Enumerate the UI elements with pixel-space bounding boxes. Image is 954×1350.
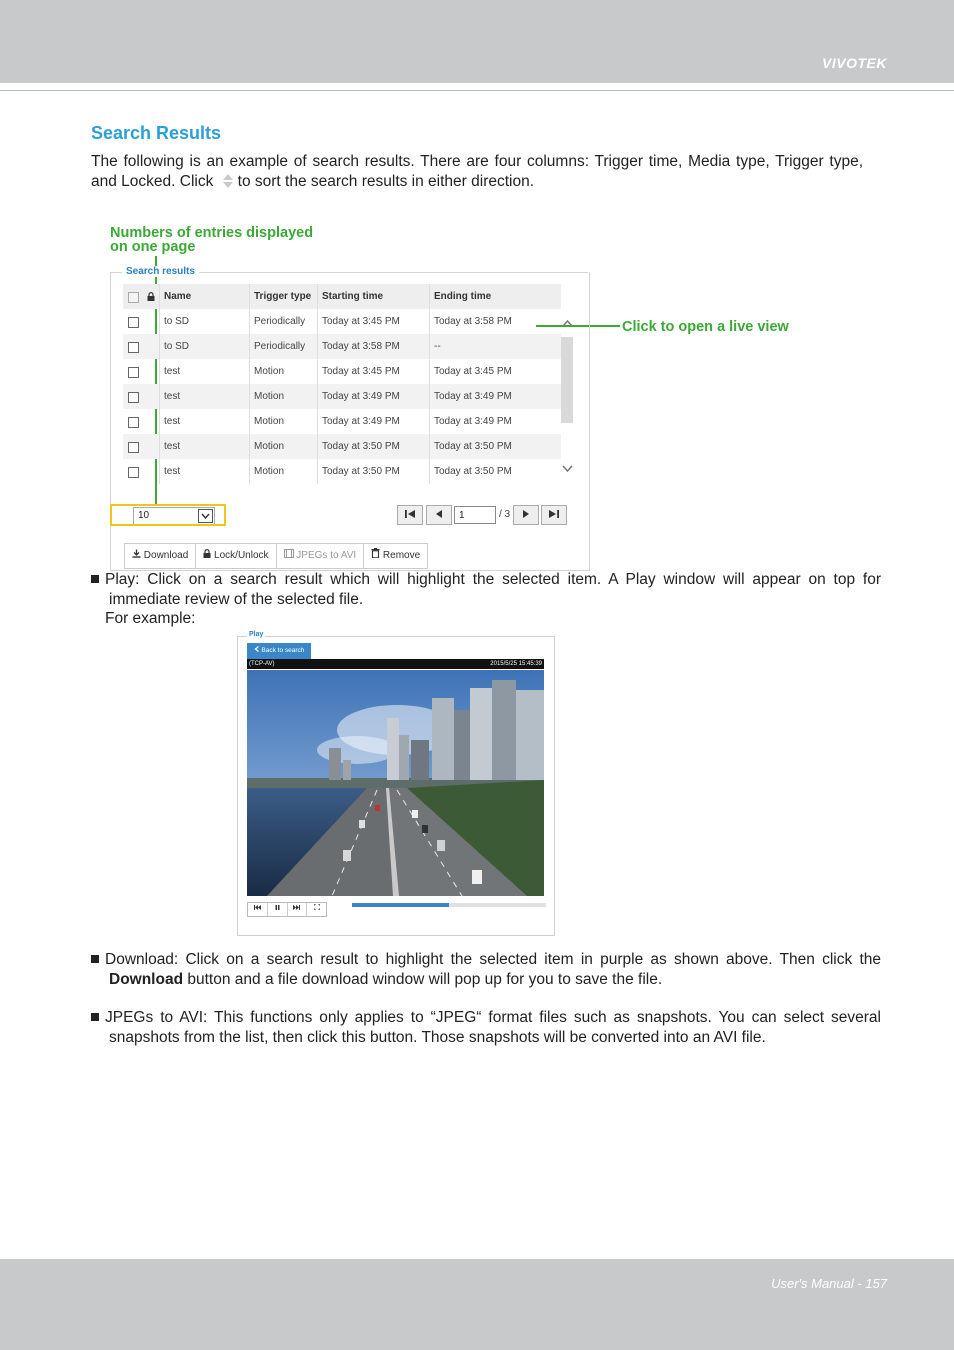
bullet-marker [91, 955, 99, 963]
cell-ending-time: Today at 3:45 PM [434, 366, 512, 377]
chevron-down-icon[interactable] [562, 465, 573, 476]
cell-trigger-type: Motion [254, 391, 285, 402]
col-divider [317, 284, 318, 309]
for-example-label: For example: [105, 610, 196, 627]
col-divider [317, 359, 318, 384]
col-divider [159, 409, 160, 434]
lock-icon[interactable] [147, 292, 155, 301]
video-frame[interactable] [247, 670, 544, 896]
entries-highlight-box [110, 504, 226, 526]
row-checkbox[interactable] [128, 417, 139, 428]
stream-label: (TCP-AV) [249, 661, 275, 667]
col-divider [159, 434, 160, 459]
row-checkbox[interactable] [128, 367, 139, 378]
playback-controls [247, 902, 327, 917]
cell-ending-time: Today at 3:50 PM [434, 466, 512, 477]
cell-starting-time: Today at 3:49 PM [322, 416, 400, 427]
play-window-title: Play [249, 631, 264, 638]
fullscreen-button[interactable] [307, 903, 326, 916]
video-info-bar [247, 659, 544, 669]
back-to-search-label: Back to search [261, 647, 305, 654]
first-page-icon [404, 509, 416, 519]
lock-unlock-label: Lock/Unlock [214, 550, 269, 561]
col-divider [317, 384, 318, 409]
col-divider [159, 384, 160, 409]
col-header-trigger-type[interactable]: Trigger type [254, 291, 312, 302]
table-row[interactable] [123, 434, 561, 459]
table-row[interactable] [123, 334, 561, 359]
row-checkbox[interactable] [128, 467, 139, 478]
cell-starting-time: Today at 3:50 PM [322, 441, 400, 452]
cell-trigger-type: Periodically [254, 341, 306, 352]
panel-legend: Search results [122, 266, 199, 277]
download-icon [132, 549, 141, 558]
intro-paragraph [91, 152, 863, 191]
play-bullet-text: Play: Click on a search result which will highlight the selected item. A Play window will appear on top for immediate review of the selected file. [105, 571, 881, 608]
chevron-left-icon [254, 646, 260, 652]
cell-name: to SD [164, 316, 190, 327]
col-divider [429, 334, 430, 359]
col-divider [249, 284, 250, 309]
remove-button[interactable] [364, 544, 427, 568]
cell-name: to SD [164, 341, 190, 352]
col-divider [317, 459, 318, 484]
col-divider [429, 384, 430, 409]
skip-forward-icon [293, 905, 300, 910]
skip-forward-button[interactable] [288, 903, 308, 916]
intro-text-before: The following is an example of search results. There are four columns: Trigger time, Media type, Trigger type, and Locked. Click [91, 153, 863, 190]
jpeg-bullet [91, 1008, 881, 1047]
download-text-after: button and a file download window will pop up for you to save the file. [187, 970, 663, 988]
next-page-button[interactable] [513, 505, 539, 525]
skip-back-icon [254, 905, 261, 910]
play-bullet [91, 570, 881, 609]
cell-trigger-type: Motion [254, 416, 285, 427]
page-header-band [0, 0, 954, 83]
col-divider [249, 334, 250, 359]
page-footer-band [0, 1259, 954, 1350]
col-divider [317, 334, 318, 359]
bullet-marker [91, 1013, 99, 1021]
jpegs-to-avi-button[interactable] [277, 544, 365, 568]
col-divider [317, 309, 318, 334]
row-checkbox[interactable] [128, 317, 139, 328]
cell-ending-time: Today at 3:50 PM [434, 441, 512, 452]
last-page-icon [548, 509, 560, 519]
pause-icon [275, 905, 280, 910]
brand-logo: VIVOTEK [822, 55, 887, 71]
col-divider [429, 434, 430, 459]
chevron-up-icon[interactable] [562, 319, 573, 330]
col-divider [159, 359, 160, 384]
playback-progress-fill [352, 903, 449, 907]
first-page-button[interactable] [397, 505, 423, 525]
annotation-live-view: Click to open a live view [622, 319, 789, 335]
jpeg-bullet-text: JPEGs to AVI: This functions only applies to “JPEG“ format files such as snapshots. You can select several snapshots from the list, then click this button. Those snapshots will be converted into an AVI file. [105, 1009, 881, 1046]
col-divider [159, 459, 160, 484]
lock-icon [203, 549, 211, 558]
cell-name: test [164, 416, 181, 427]
page-number-input[interactable]: 1 [454, 506, 496, 524]
prev-page-icon [433, 509, 445, 519]
select-all-checkbox[interactable] [128, 292, 139, 303]
col-divider [249, 384, 250, 409]
col-divider [429, 409, 430, 434]
download-text-bold: Download [109, 970, 184, 988]
cell-name: test [164, 366, 181, 377]
table-row[interactable] [123, 309, 561, 334]
col-divider [429, 459, 430, 484]
col-divider [159, 284, 160, 309]
col-header-ending-time[interactable]: Ending time [434, 291, 492, 302]
cell-trigger-type: Motion [254, 441, 285, 452]
city-highway-image [247, 670, 544, 896]
trash-icon [371, 548, 380, 558]
annotation-line-1: Numbers of entries displayed [110, 225, 314, 241]
col-divider [249, 459, 250, 484]
table-header-row [123, 284, 561, 309]
row-checkbox[interactable] [128, 442, 139, 453]
download-label: Download [143, 550, 189, 561]
cell-name: test [164, 441, 181, 452]
col-divider [429, 359, 430, 384]
prev-page-button[interactable] [426, 505, 452, 525]
cell-trigger-type: Periodically [254, 316, 306, 327]
section-title: Search Results [91, 123, 222, 143]
video-timestamp: 2015/5/25 15:45:39 [490, 661, 542, 667]
pause-button[interactable] [268, 903, 288, 916]
download-button[interactable] [125, 544, 196, 568]
page-number-label: User's Manual - 157 [771, 1276, 887, 1291]
cell-starting-time: Today at 3:49 PM [322, 391, 400, 402]
cell-ending-time: -- [434, 341, 441, 352]
film-icon [284, 549, 294, 558]
lock-unlock-button[interactable] [196, 544, 276, 568]
table-row[interactable] [123, 459, 561, 484]
cell-name: test [164, 391, 181, 402]
last-page-button[interactable] [541, 505, 567, 525]
cell-starting-time: Today at 3:45 PM [322, 316, 400, 327]
col-divider [429, 284, 430, 309]
col-divider [317, 409, 318, 434]
playback-progress-bar[interactable] [352, 903, 546, 907]
cell-name: test [164, 466, 181, 477]
download-bullet [91, 950, 881, 989]
col-divider [249, 359, 250, 384]
col-divider [159, 309, 160, 334]
col-divider [429, 309, 430, 334]
download-text-before: Download: Click on a search result to highlight the selected item in purple as shown above. Then click the [105, 951, 881, 968]
annotation-line-2: on one page [110, 239, 196, 255]
header-divider [0, 90, 954, 91]
col-divider [159, 334, 160, 359]
bullet-marker [91, 575, 99, 583]
cell-ending-time: Today at 3:58 PM [434, 316, 512, 327]
col-divider [249, 434, 250, 459]
annotation-entries-per-page [110, 226, 313, 254]
scrollbar-thumb[interactable] [561, 337, 573, 423]
sort-icon [222, 172, 234, 190]
col-header-name[interactable]: Name [164, 291, 192, 302]
intro-text-after: to sort the search results in either direction. [237, 172, 535, 190]
cell-trigger-type: Motion [254, 466, 285, 477]
cell-starting-time: Today at 3:45 PM [322, 366, 400, 377]
table-row[interactable] [123, 384, 561, 409]
row-checkbox[interactable] [128, 392, 139, 403]
back-to-search-button[interactable] [247, 643, 311, 659]
skip-back-button[interactable] [248, 903, 268, 916]
next-page-icon [520, 509, 532, 519]
entries-per-page-value: 10 [138, 510, 150, 521]
jpegs-to-avi-label: JPEGs to AVI [296, 550, 357, 561]
cell-starting-time: Today at 3:50 PM [322, 466, 400, 477]
col-divider [317, 434, 318, 459]
fullscreen-icon [314, 904, 320, 910]
table-row[interactable] [123, 409, 561, 434]
table-row[interactable] [123, 359, 561, 384]
col-divider [249, 309, 250, 334]
cell-trigger-type: Motion [254, 366, 285, 377]
col-header-starting-time[interactable]: Starting time [322, 291, 384, 302]
cell-ending-time: Today at 3:49 PM [434, 416, 512, 427]
col-divider [249, 409, 250, 434]
action-toolbar [124, 543, 428, 569]
cell-ending-time: Today at 3:49 PM [434, 391, 512, 402]
row-checkbox[interactable] [128, 342, 139, 353]
remove-label: Remove [382, 550, 421, 561]
page-total: / 3 [499, 509, 511, 520]
cell-starting-time: Today at 3:58 PM [322, 341, 400, 352]
